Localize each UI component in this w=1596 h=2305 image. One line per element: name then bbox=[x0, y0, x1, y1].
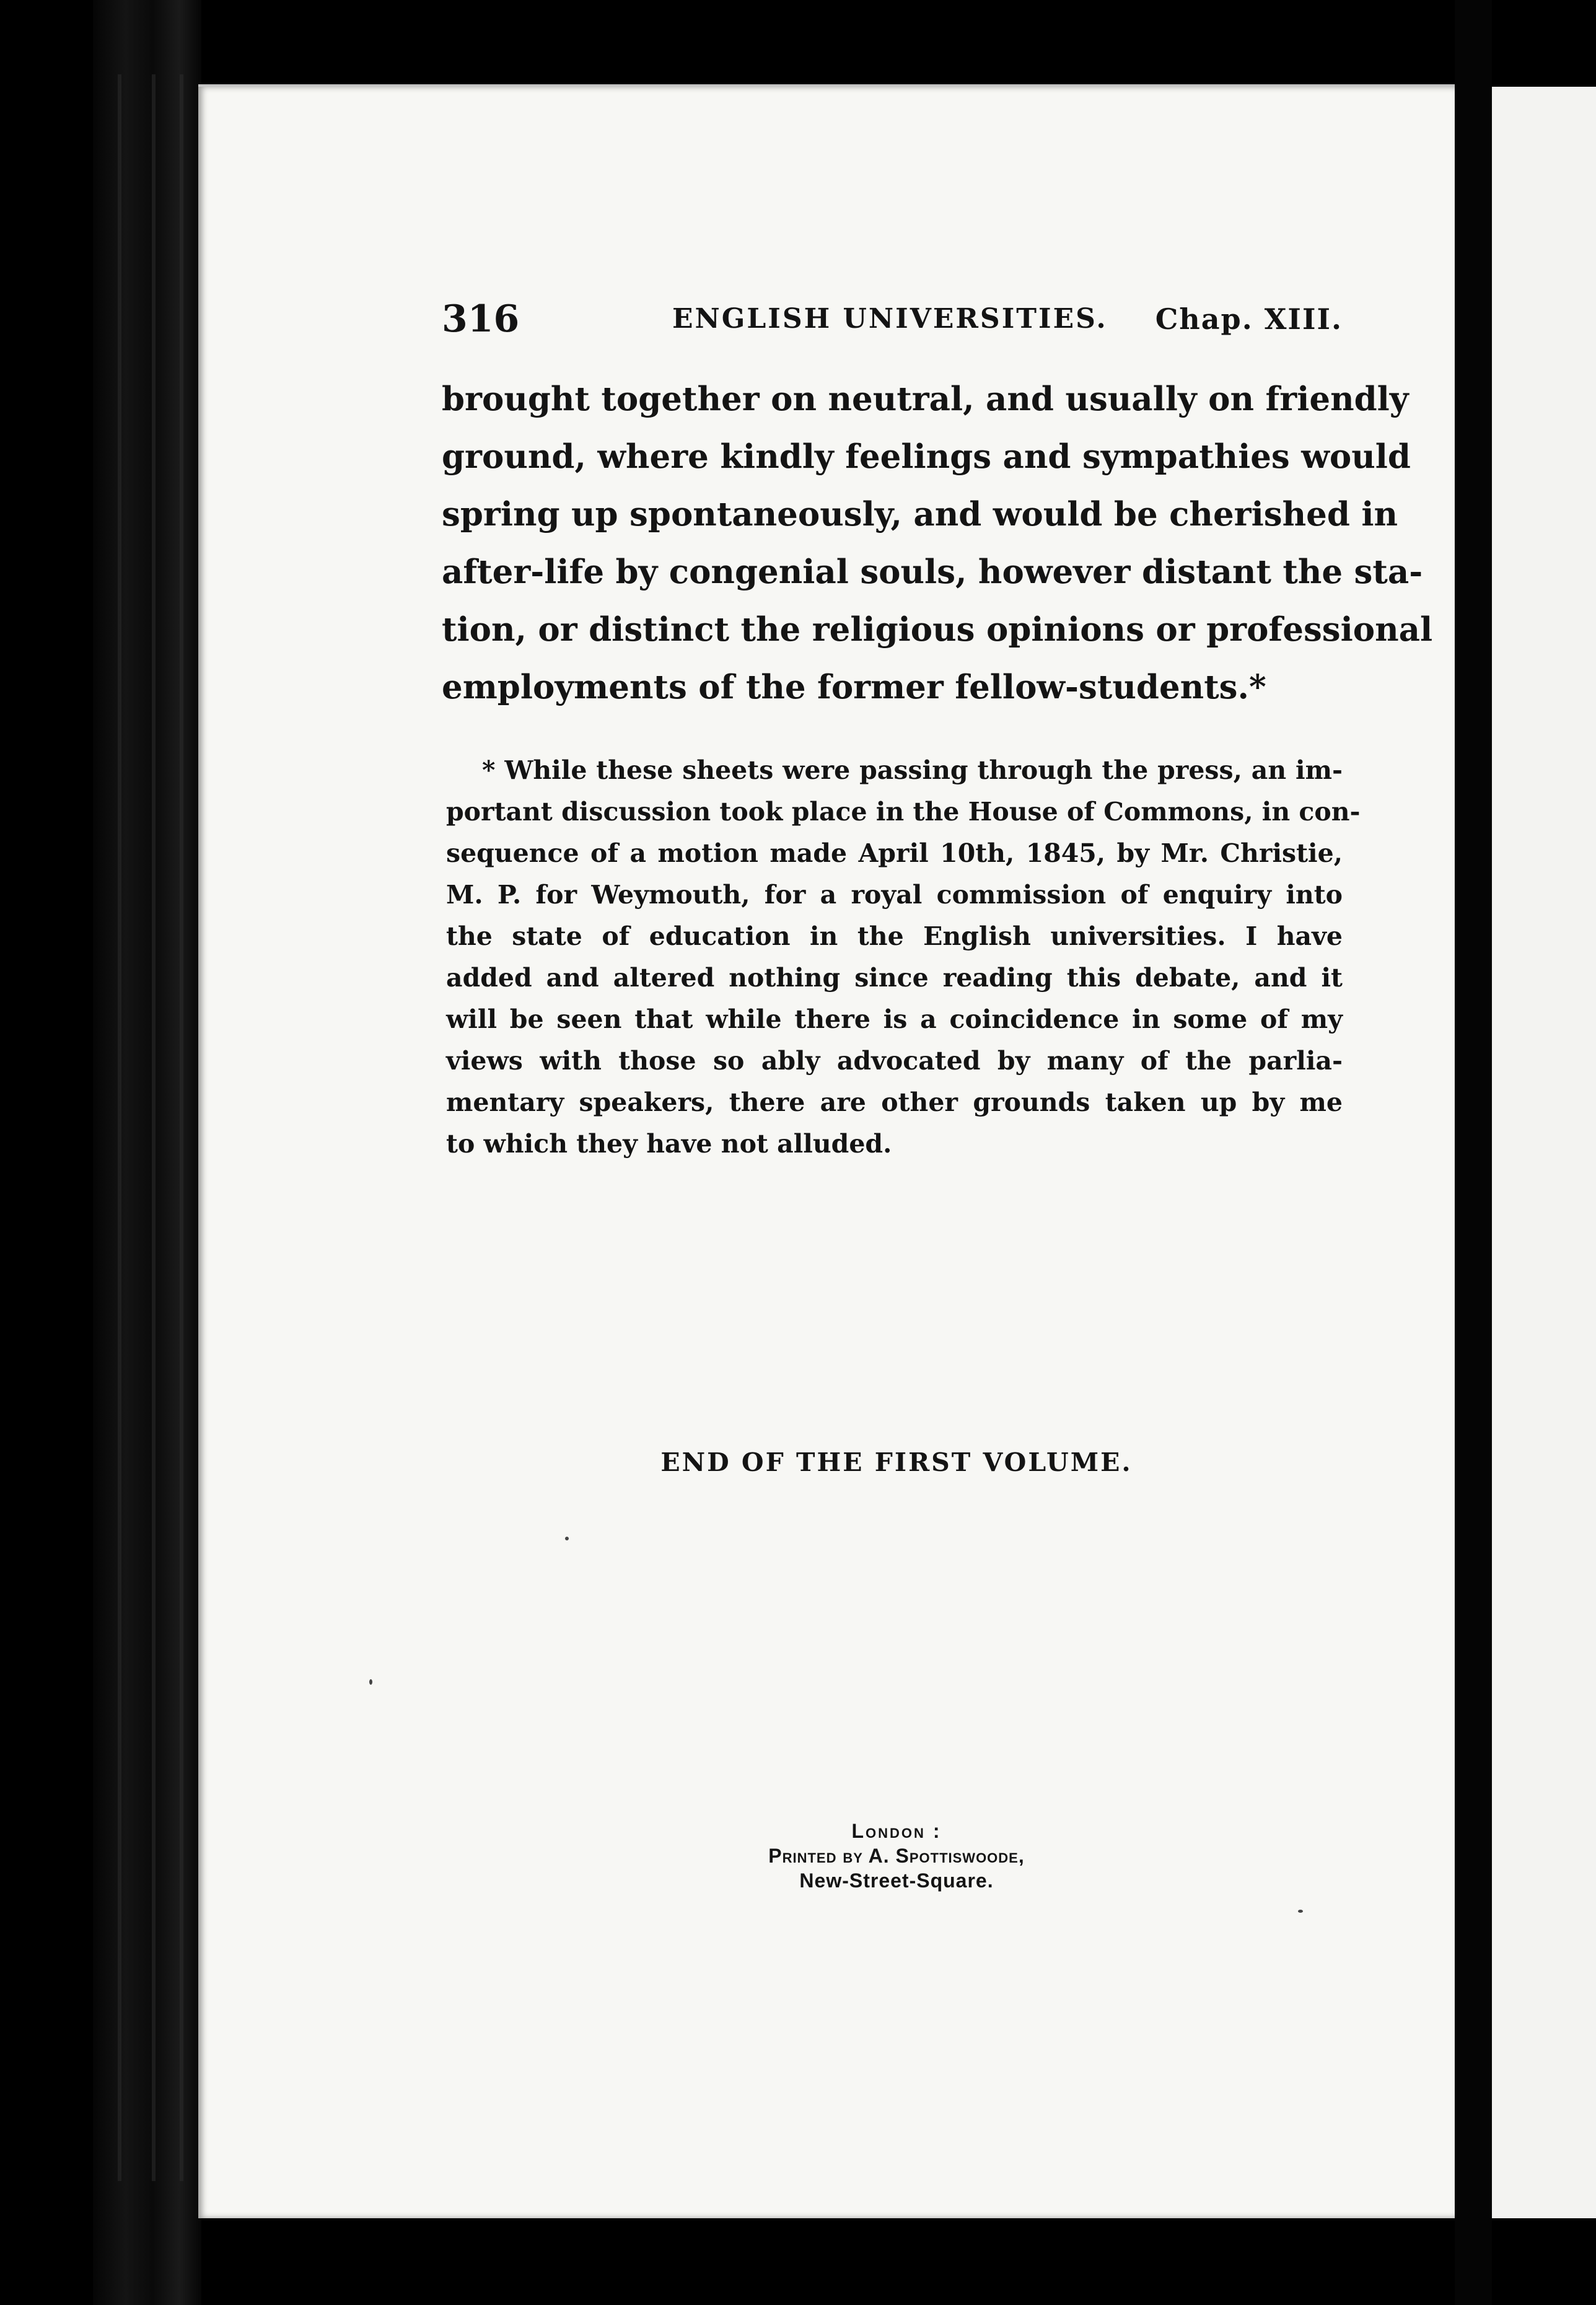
imprint-city: London : bbox=[851, 1820, 942, 1842]
footnote-line: sequence of a motion made April 10th, 1845, by Mr. Christie, bbox=[446, 838, 1343, 868]
imprint-printer: Printed by A. Spottiswoode, bbox=[768, 1845, 1025, 1867]
footnote-line: views with those so ably advocated by many of the parlia- bbox=[446, 1046, 1343, 1076]
page-number: 316 bbox=[442, 297, 520, 341]
binding-streak bbox=[152, 74, 156, 2181]
body-line: tion, or distinct the religious opinions or professional bbox=[442, 610, 1433, 649]
body-text bbox=[442, 371, 1433, 716]
paper-speck bbox=[1298, 1910, 1303, 1913]
body-line: employments of the former fellow-students.* bbox=[442, 668, 1266, 706]
footnote-line: portant discussion took place in the House of Commons, in con- bbox=[446, 797, 1361, 827]
body-line: spring up spontaneously, and would be cherished in bbox=[442, 495, 1398, 533]
binding-streak bbox=[118, 74, 121, 2181]
end-of-volume-label: END OF THE FIRST VOLUME. bbox=[660, 1447, 1133, 1477]
footnote-line: the state of education in the English universities. I have bbox=[446, 921, 1343, 951]
chapter-label: Chap. XIII. bbox=[1155, 302, 1343, 336]
imprint-address: New-Street-Square. bbox=[799, 1869, 994, 1892]
footnote-line: added and altered nothing since reading this debate, and it bbox=[446, 963, 1343, 993]
footnote-line: mentary speakers, there are other grounds taken up by me bbox=[446, 1087, 1343, 1117]
footnote-line: M. P. for Weymouth, for a royal commission of enquiry into bbox=[446, 880, 1343, 910]
book-binding bbox=[93, 0, 201, 2305]
binding-streak bbox=[180, 74, 183, 2181]
paper-speck bbox=[565, 1537, 569, 1540]
footnote-line: * While these sheets were passing through the press, an im- bbox=[482, 755, 1343, 785]
facing-page-edge bbox=[1492, 87, 1596, 2218]
printer-imprint bbox=[446, 1819, 1347, 1893]
body-line: after-life by congenial souls, however distant the sta- bbox=[442, 553, 1423, 591]
running-title: ENGLISH UNIVERSITIES. bbox=[672, 303, 1108, 335]
footnote-line: will be seen that while there is a coincidence in some of my bbox=[446, 1004, 1343, 1034]
paper-speck bbox=[369, 1679, 372, 1685]
body-line: ground, where kindly feelings and sympathies would bbox=[442, 437, 1411, 476]
body-line: brought together on neutral, and usually on friendly bbox=[442, 380, 1409, 418]
footnote-line: to which they have not alluded. bbox=[446, 1129, 892, 1159]
page-gutter bbox=[1455, 0, 1492, 2305]
running-head bbox=[442, 291, 1343, 347]
footnote bbox=[446, 750, 1361, 1165]
